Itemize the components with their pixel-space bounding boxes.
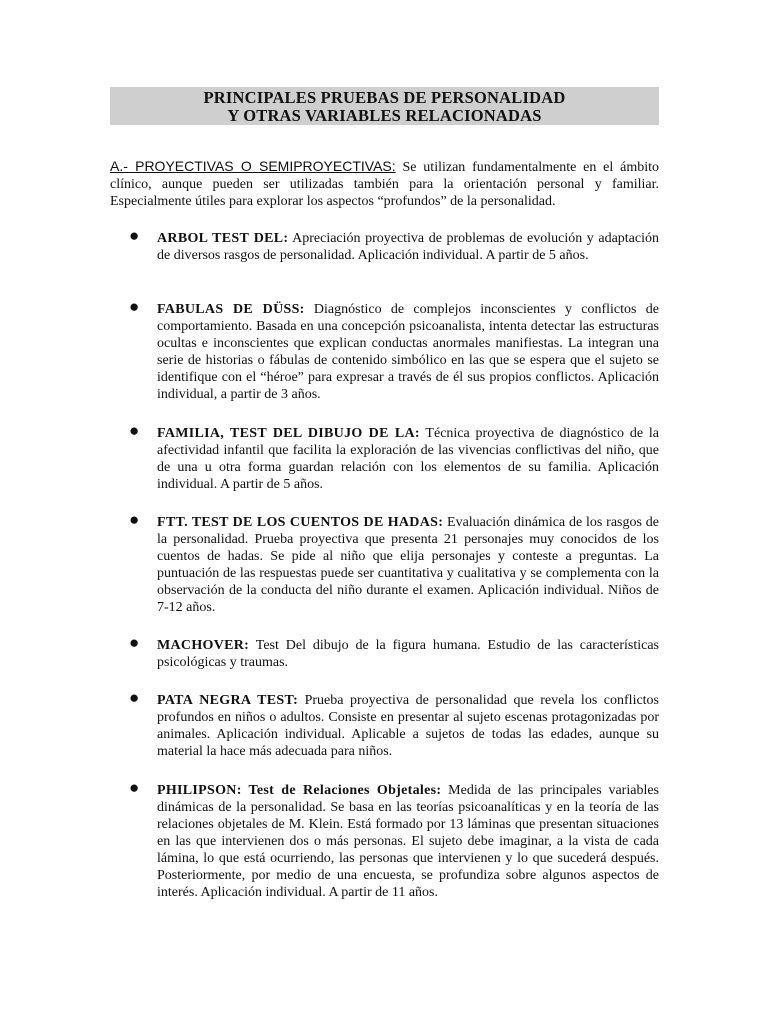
item-name: PHILIPSON: Test de Relaciones Objetales: bbox=[157, 783, 442, 798]
item-text: Técnica proyectiva de diagnóstico de la afectividad infantil que facilita la exploración de las vivencias conflictivas del niño, que de una u otra forma guardan relación con los elementos de su familia. Aplicación individual. A partir de 5 años. bbox=[157, 426, 659, 492]
item-name: ARBOL TEST DEL: bbox=[157, 231, 289, 246]
item-name: PATA NEGRA TEST: bbox=[157, 693, 299, 708]
list-item bbox=[129, 510, 659, 616]
list-item bbox=[129, 778, 660, 901]
section-heading: A.- PROYECTIVAS O SEMIPROYECTIVAS: bbox=[110, 158, 396, 174]
item-name: FAMILIA, TEST DEL DIBUJO DE LA: bbox=[157, 426, 420, 441]
bullet-icon: ● bbox=[129, 510, 140, 529]
list-item bbox=[129, 421, 659, 493]
section-text: Se utilizan fundamentalmente en el ámbito clínico, aunque pueden ser utilizadas también para la orientación personal y familiar. Especialmente útiles para explorar los aspectos “profundos” de la personalidad. bbox=[110, 160, 659, 209]
item-name: FTT. TEST DE LOS CUENTOS DE HADAS: bbox=[157, 515, 444, 530]
item-name: MACHOVER: bbox=[157, 638, 250, 653]
list-item bbox=[129, 226, 659, 264]
item-text: Diagnóstico de complejos inconscientes y conflictos de comportamiento. Basada en una concepción psicoanalista, intenta detectar las estructuras ocultas e inconscientes que explican conductas anormales manifiestas. La integran una serie de historias o fábulas de contenido simbólico en las que se espera que el sujeto se identifique con el “héroe” para expresar a través de él sus propios conflictos. Aplicación individual, a partir de 3 años. bbox=[157, 302, 659, 402]
bullet-icon: ● bbox=[129, 688, 140, 707]
bullet-icon: ● bbox=[129, 297, 140, 316]
list-item bbox=[129, 688, 660, 760]
title-line-2: Y OTRAS VARIABLES RELACIONADAS bbox=[227, 106, 542, 125]
item-text: Test Del dibujo de la figura humana. Estudio de las características psicológicas y traumas. bbox=[157, 638, 659, 670]
item-name: FABULAS DE DÜSS: bbox=[157, 302, 305, 317]
bullet-icon: ● bbox=[129, 778, 140, 797]
item-text: Apreciación proyectiva de problemas de evolución y adaptación de diversos rasgos de personalidad. Aplicación individual. A partir de 5 años. bbox=[157, 231, 659, 263]
item-text: Evaluación dinámica de los rasgos de la personalidad. Prueba proyectiva que presenta 21 personajes muy conocidos de los cuentos de hadas. Se pide al niño que elija personajes y conteste a preguntas. La puntuación de las respuestas puede ser cuantitativa y cualitativa y se complementa con la observación de la conducta del niño durante el examen. Aplicación individual. Niños de 7-12 años. bbox=[157, 515, 659, 615]
bullet-icon: ● bbox=[129, 226, 140, 245]
item-text: Medida de las principales variables dinámicas de la personalidad. Se basa en las teorías psicoanalíticas y en la teoría de las relaciones objetales de M. Klein. Está formado por 13 láminas que presentan situaciones en las que intervienen dos o más personas. El sujeto debe imaginar, a la vista de cada lámina, lo que está ocurriendo, las personas que intervienen y lo que sucederá después. Posteriormente, por medio de una encuesta, se profundiza sobre algunos aspectos de interés. Aplicación individual. A partir de 11 años. bbox=[157, 783, 660, 900]
bullet-icon: ● bbox=[129, 421, 140, 440]
list-item bbox=[129, 633, 659, 671]
document-title bbox=[110, 87, 659, 125]
item-text: Prueba proyectiva de personalidad que revela los conflictos profundos en niños o adultos. Consiste en presentar al sujeto escenas protagonizadas por animales. Aplicación individual. Aplicable a sujetos de todas las edades, aunque su material la hace más adecuada para niños. bbox=[157, 693, 660, 759]
title-line-1: PRINCIPALES PRUEBAS DE PERSONALIDAD bbox=[203, 88, 566, 107]
section-intro bbox=[110, 158, 659, 210]
bullet-icon: ● bbox=[129, 633, 140, 652]
list-item bbox=[129, 297, 659, 403]
